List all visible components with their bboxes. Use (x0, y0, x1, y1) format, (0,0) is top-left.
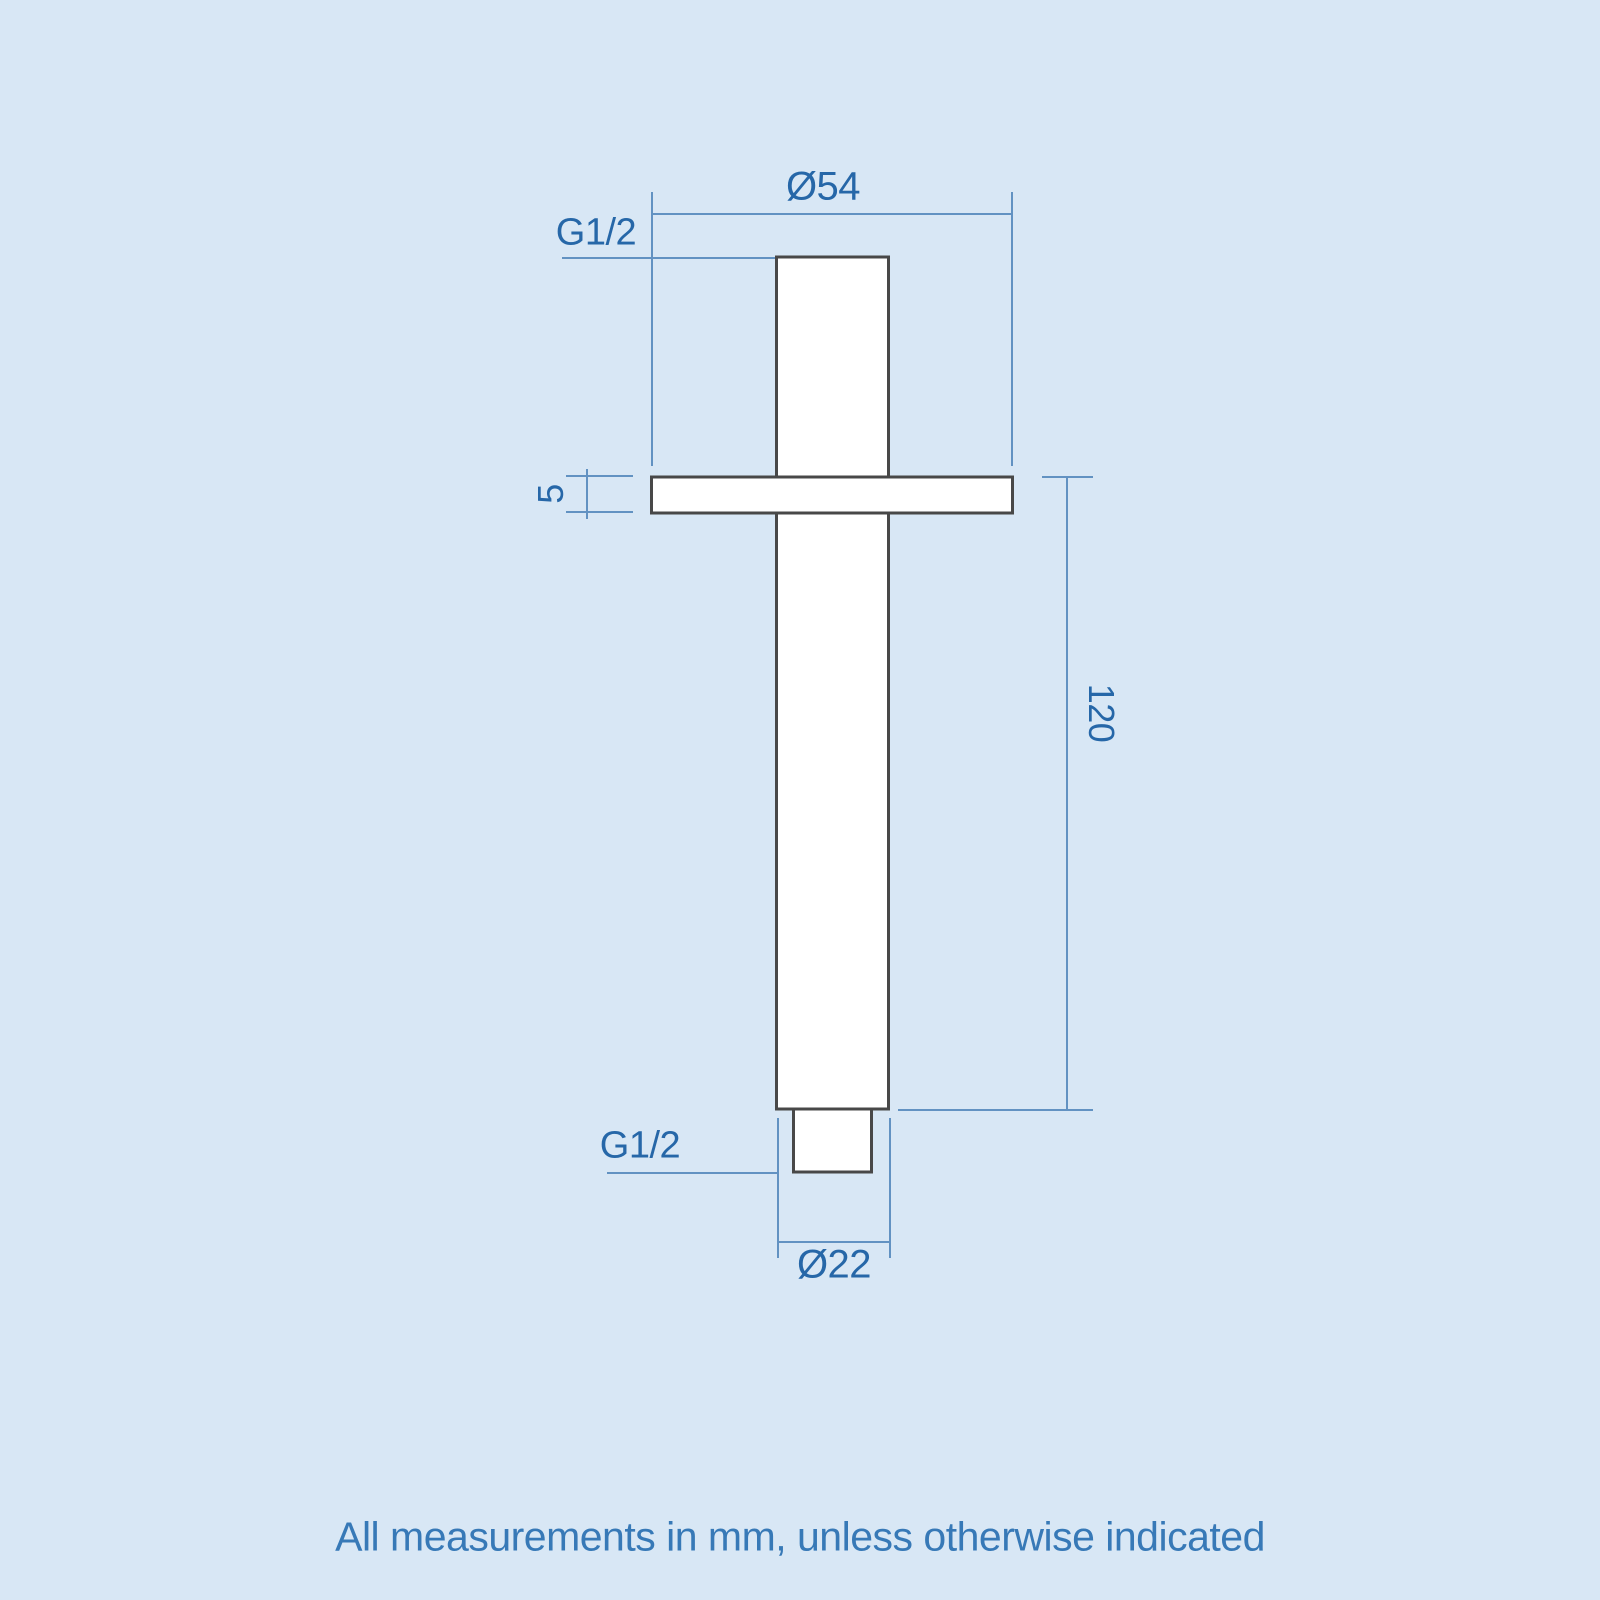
label-arm-length: 120 (1081, 683, 1122, 743)
shower-arm-shaft (777, 257, 889, 1109)
label-bottom-diameter: Ø22 (796, 1242, 872, 1287)
bottom-connector (794, 1109, 872, 1172)
label-flange-thickness: 5 (530, 484, 571, 504)
ceiling-flange (652, 477, 1013, 513)
label-top-diameter: Ø54 (785, 164, 861, 209)
label-bottom-thread: G1/2 (599, 1124, 681, 1167)
measurement-note: All measurements in mm, unless otherwise indicated (335, 1513, 1265, 1560)
shower-arm-outline (652, 257, 1013, 1172)
label-top-thread: G1/2 (555, 211, 637, 254)
